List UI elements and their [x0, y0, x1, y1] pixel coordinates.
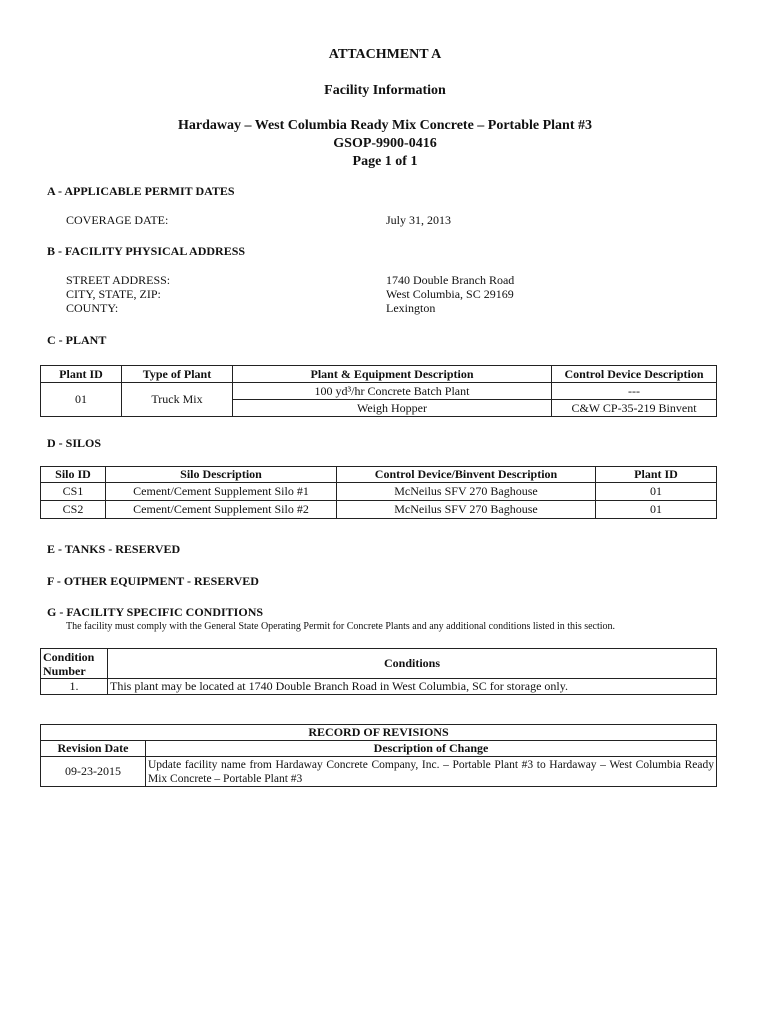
table-row	[41, 501, 717, 519]
silo-control-header: Control Device/Binvent Description	[337, 467, 596, 483]
street-address-value: 1740 Double Branch Road	[386, 273, 515, 287]
attachment-title: ATTACHMENT A	[328, 47, 442, 62]
control-device-header: Control Device Description	[552, 366, 717, 383]
silo-id-cell: CS1	[41, 483, 106, 501]
plant-id-cell: 01	[41, 383, 122, 417]
control-device-cell: C&W CP-35-219 Binvent	[552, 400, 717, 417]
silo-control-cell: McNeilus SFV 270 Baghouse	[337, 483, 596, 501]
facility-name: Hardaway – West Columbia Ready Mix Concrete – Portable Plant #3	[177, 118, 592, 133]
control-device-cell: ---	[552, 383, 717, 400]
street-address-label: STREET ADDRESS:	[66, 273, 171, 287]
silo-description-cell: Cement/Cement Supplement Silo #2	[106, 501, 337, 519]
condition-number-header: Condition Number	[41, 649, 108, 679]
silo-plant-id-cell: 01	[596, 483, 717, 501]
section-e-heading: E - TANKS - RESERVED	[47, 542, 181, 556]
silo-plant-id-header: Plant ID	[596, 467, 717, 483]
section-a-heading: A - APPLICABLE PERMIT DATES	[47, 184, 235, 198]
county-value: Lexington	[386, 301, 436, 315]
revision-date-header: Revision Date	[41, 741, 146, 757]
equipment-cell: 100 yd³/hr Concrete Batch Plant	[233, 383, 552, 400]
section-f-heading: F - OTHER EQUIPMENT - RESERVED	[47, 574, 259, 588]
plant-table	[40, 365, 717, 417]
silo-description-cell: Cement/Cement Supplement Silo #1	[106, 483, 337, 501]
revisions-table	[40, 724, 717, 787]
coverage-date-label: COVERAGE DATE:	[66, 213, 169, 227]
table-row	[41, 679, 717, 695]
revisions-title: RECORD OF REVISIONS	[41, 725, 717, 741]
equipment-header: Plant & Equipment Description	[233, 366, 552, 383]
section-c-heading: C - PLANT	[47, 333, 107, 347]
plant-type-header: Type of Plant	[122, 366, 233, 383]
section-g-heading: G - FACILITY SPECIFIC CONDITIONS	[47, 605, 264, 619]
silo-description-header: Silo Description	[106, 467, 337, 483]
conditions-table	[40, 648, 717, 695]
revision-date-cell: 09-23-2015	[41, 757, 146, 787]
county-label: COUNTY:	[66, 301, 119, 315]
silo-id-header: Silo ID	[41, 467, 106, 483]
table-row	[41, 757, 717, 787]
plant-id-header: Plant ID	[41, 366, 122, 383]
revision-description-cell: Update facility name from Hardaway Concrete Company, Inc. – Portable Plant #3 to Hardaway – West Columbia Ready Mix Concrete – Portable Plant #3	[146, 757, 717, 787]
section-b-heading: B - FACILITY PHYSICAL ADDRESS	[47, 244, 246, 258]
section-g-note: The facility must comply with the General State Operating Permit for Concrete Plants and any additional conditions listed in this section.	[66, 621, 616, 632]
city-state-zip-label: CITY, STATE, ZIP:	[66, 287, 161, 301]
section-d-heading: D - SILOS	[47, 436, 102, 450]
silo-id-cell: CS2	[41, 501, 106, 519]
table-row	[41, 383, 717, 400]
equipment-cell: Weigh Hopper	[233, 400, 552, 417]
condition-text-cell: This plant may be located at 1740 Double Branch Road in West Columbia, SC for storage only.	[108, 679, 717, 695]
plant-type-cell: Truck Mix	[122, 383, 233, 417]
page-number: Page 1 of 1	[352, 154, 418, 169]
condition-number-cell: 1.	[41, 679, 108, 695]
conditions-header: Conditions	[108, 649, 717, 679]
silo-table	[40, 466, 717, 519]
silo-control-cell: McNeilus SFV 270 Baghouse	[337, 501, 596, 519]
revision-description-header: Description of Change	[146, 741, 717, 757]
silo-plant-id-cell: 01	[596, 501, 717, 519]
permit-number: GSOP-9900-0416	[333, 136, 437, 151]
city-state-zip-value: West Columbia, SC 29169	[386, 287, 514, 301]
coverage-date-value: July 31, 2013	[386, 213, 452, 227]
facility-info-subtitle: Facility Information	[324, 83, 446, 98]
table-row	[41, 483, 717, 501]
